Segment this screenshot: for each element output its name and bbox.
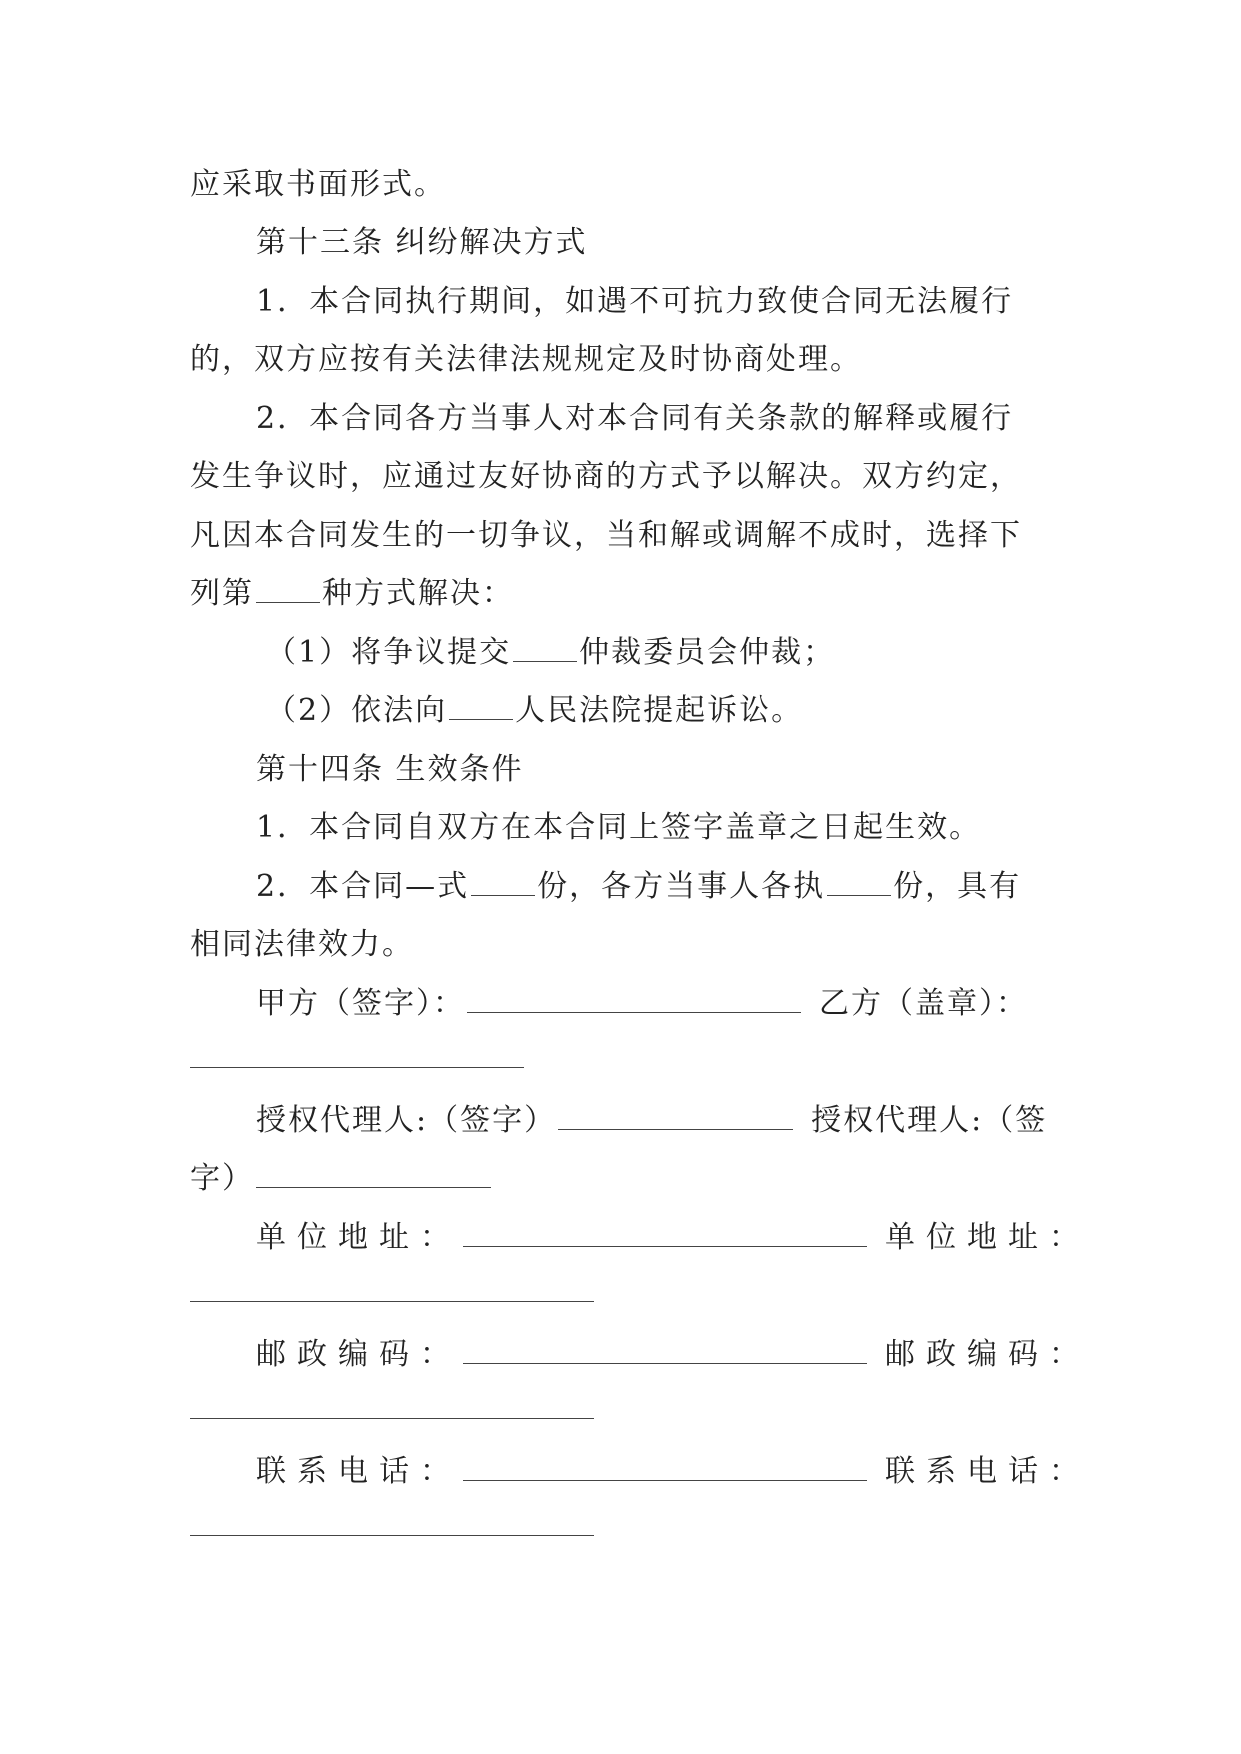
party-a-postcode-label: 邮政编码： [256,1337,461,1372]
party-a-address-field[interactable] [463,1220,867,1247]
text-line-6: 发生争议时，应通过友好协商的方式予以解决。双方约定， [190,459,1022,494]
text-segment: 列第 [190,576,254,611]
text-line-14: 相同法律效力。 [190,927,414,962]
text-segment: 份，各方当事人各执 [537,869,826,904]
blank-field[interactable] [471,869,535,896]
text-segment: （1）将争议提交 [266,635,512,670]
option-2-line [266,691,1060,731]
text-segment: 种方式解决： [322,576,514,611]
party-a-label: 甲方（签字）： [256,986,465,1021]
party-a-postcode-field[interactable] [463,1337,867,1364]
text-line-8 [190,574,1060,614]
blank-field[interactable] [449,693,513,720]
party-b-signature-field[interactable] [190,1067,524,1068]
party-b-agent-label: 授权代理人:（签 [811,1103,1048,1138]
party-a-phone-field[interactable] [463,1454,867,1481]
blank-field[interactable] [513,635,577,662]
text-line-5: 2．本合同各方当事人对本合同有关条款的解释或履行 [256,401,1014,436]
party-a-signature-field[interactable] [467,986,801,1013]
postcode-line [256,1335,1090,1375]
option-1-line [266,633,1060,673]
party-b-phone-label: 联系电话： [885,1454,1090,1489]
party-b-address-label: 单位地址： [885,1220,1090,1255]
text-line-3: 1．本合同执行期间，如遇不可抗力致使合同无法履行 [256,284,1014,319]
phone-line [256,1452,1090,1492]
party-b-agent-label-end: 字） [190,1161,254,1196]
text-segment: 2．本合同—式 [256,869,470,904]
blank-field[interactable] [827,869,891,896]
party-a-agent-label: 授权代理人:（签字） [256,1103,557,1138]
text-segment: 份，具有 [893,869,1022,904]
article-14-heading: 第十四条 生效条件 [256,752,524,787]
text-line-7: 凡因本合同发生的一切争议，当和解或调解不成时，选择下 [190,518,1022,553]
article-13-heading: 第十三条 纠纷解决方式 [256,225,588,260]
text-line-1: 应采取书面形式。 [190,167,446,202]
text-line-4: 的，双方应按有关法律法规规定及时协商处理。 [190,342,862,377]
text-segment: 人民法院提起诉讼。 [515,693,804,728]
blank-field[interactable] [256,576,320,603]
agent-signature-line [256,1101,1060,1141]
party-b-postcode-label: 邮政编码： [885,1337,1090,1372]
party-a-signature-line [256,984,1060,1024]
text-segment: 仲裁委员会仲裁； [579,635,836,670]
party-a-phone-label: 联系电话： [256,1454,461,1489]
address-line [256,1218,1090,1258]
text-line-13 [256,867,1060,907]
party-a-address-label: 单位地址： [256,1220,461,1255]
agent-signature-line-continued [190,1159,1060,1199]
party-b-label: 乙方（盖章）： [819,986,1028,1021]
party-b-phone-field[interactable] [190,1535,594,1536]
party-b-address-field[interactable] [190,1301,594,1302]
party-b-agent-field[interactable] [256,1161,491,1188]
party-b-postcode-field[interactable] [190,1418,594,1419]
text-line-12: 1．本合同自双方在本合同上签字盖章之日起生效。 [256,810,982,845]
text-segment: （2）依法向 [266,693,448,728]
party-a-agent-field[interactable] [558,1103,793,1130]
